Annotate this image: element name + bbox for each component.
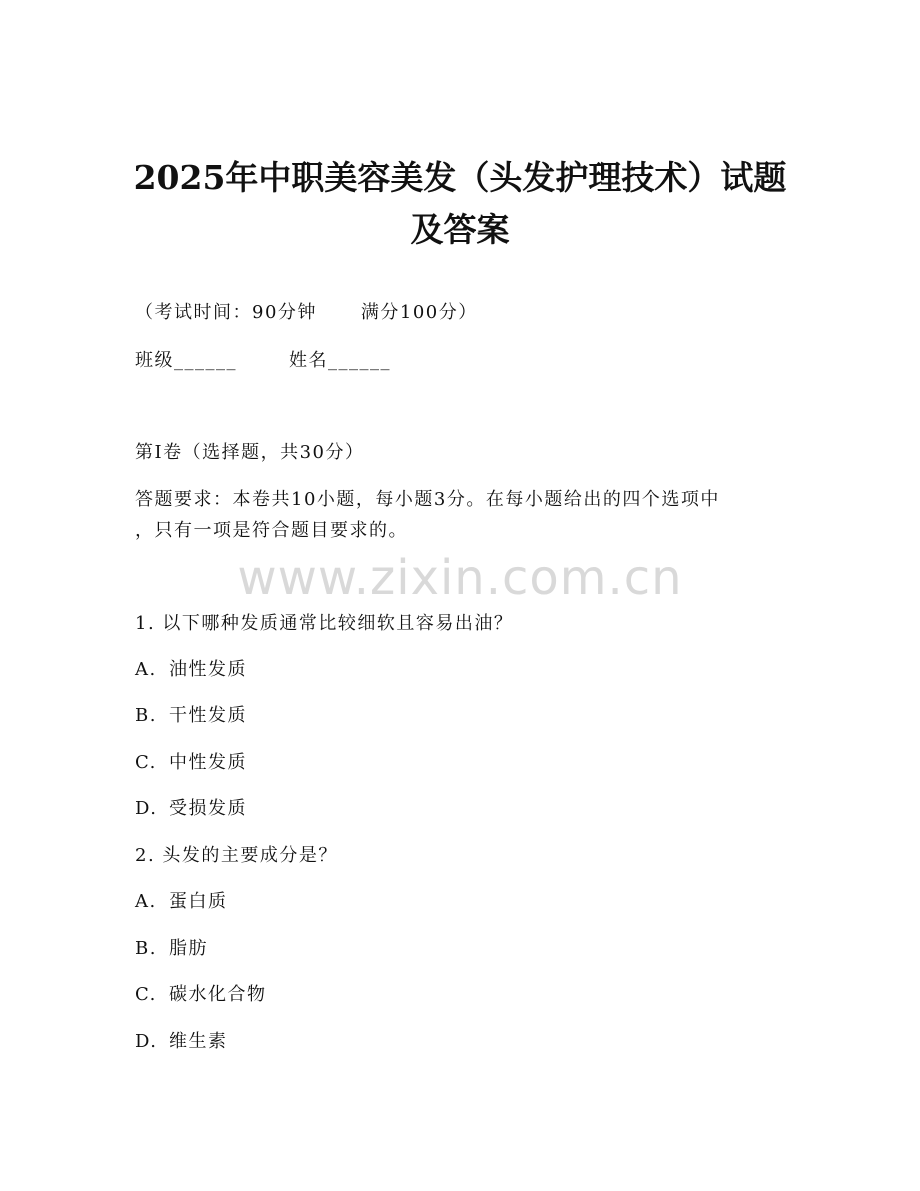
student-info bbox=[135, 347, 391, 375]
question-stem-1: 1. 以下哪种发质通常比较细软且容易出油？ bbox=[135, 613, 514, 634]
option-text: 维生素 bbox=[169, 1031, 228, 1052]
instructions-line-1: 答题要求：本卷共10小题，每小题3分。在每小题给出的四个选项中 bbox=[135, 489, 720, 510]
question-2-option-a bbox=[135, 888, 228, 916]
question-2-option-c bbox=[135, 981, 267, 1009]
option-text: 中性发质 bbox=[169, 752, 247, 773]
class-field: 班级______ bbox=[135, 350, 237, 371]
option-letter: C. bbox=[135, 984, 157, 1005]
question-1-option-d bbox=[135, 795, 247, 823]
option-letter: D. bbox=[135, 798, 158, 819]
question-1-option-a bbox=[135, 656, 247, 684]
option-text: 蛋白质 bbox=[169, 891, 228, 912]
instructions-line-2: ，只有一项是符合题目要求的。 bbox=[135, 520, 408, 541]
option-text: 受损发质 bbox=[169, 798, 247, 819]
title-line-2: 及答案 bbox=[410, 210, 510, 249]
option-letter: B. bbox=[135, 938, 157, 959]
exam-time: （考试时间：90分钟 bbox=[135, 302, 317, 323]
option-letter: D. bbox=[135, 1031, 158, 1052]
question-stem-2: 2. 头发的主要成分是？ bbox=[135, 845, 338, 866]
watermark: www.zixin.com.cn bbox=[237, 550, 683, 606]
exam-info bbox=[135, 299, 478, 327]
question-2-option-d bbox=[135, 1028, 228, 1056]
option-letter: A. bbox=[135, 891, 157, 912]
option-letter: A. bbox=[135, 659, 157, 680]
option-letter: B. bbox=[135, 705, 157, 726]
option-text: 碳水化合物 bbox=[169, 984, 267, 1005]
option-text: 干性发质 bbox=[169, 705, 247, 726]
title-line-1: 2025年中职美容美发（头发护理技术）试题 bbox=[133, 158, 787, 197]
option-letter: C. bbox=[135, 752, 157, 773]
name-field: 姓名______ bbox=[289, 350, 391, 371]
option-text: 油性发质 bbox=[169, 659, 247, 680]
section-title: 第I卷（选择题，共30分） bbox=[135, 442, 365, 463]
exam-score: 满分100分） bbox=[360, 302, 478, 323]
question-1-option-c bbox=[135, 749, 247, 777]
option-text: 脂肪 bbox=[169, 938, 208, 959]
question-1-option-b bbox=[135, 702, 247, 730]
question-2-option-b bbox=[135, 935, 208, 963]
